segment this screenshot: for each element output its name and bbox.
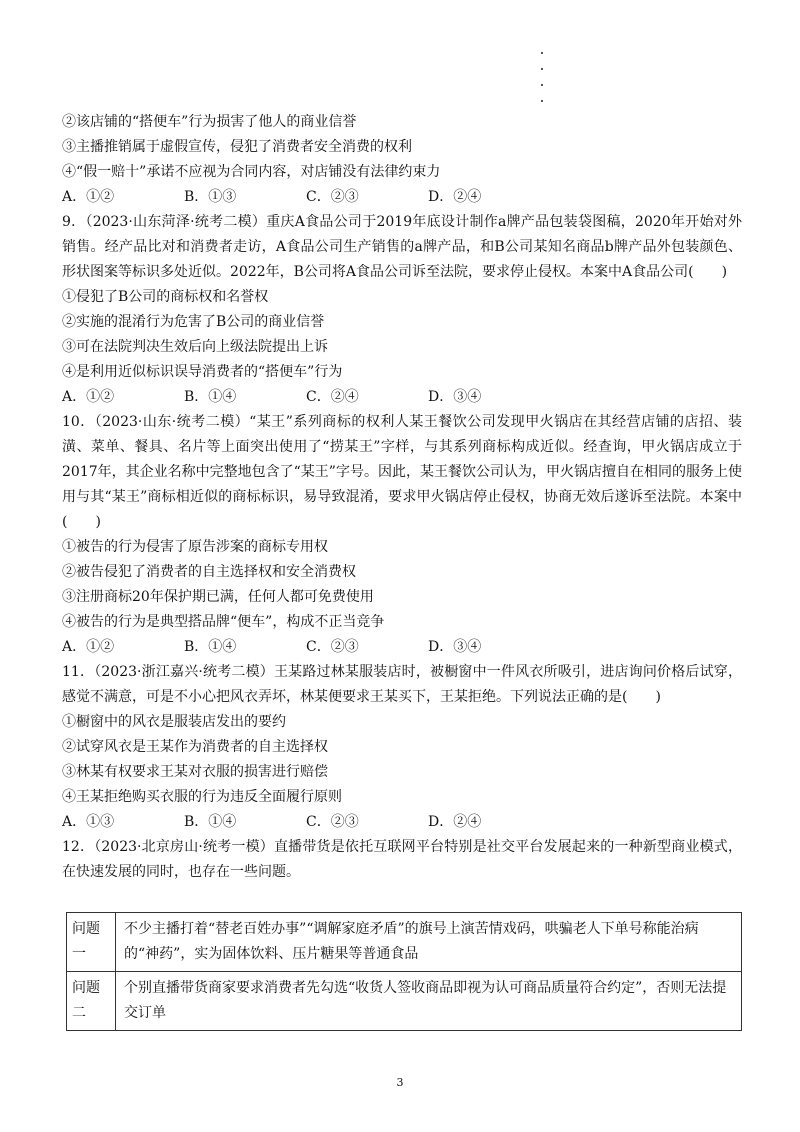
q11-item-4: ④王某拒绝购买衣服的行为违反全面履行原则 <box>62 789 342 805</box>
prev-item-3: ③主播推销属于虚假宣传，侵犯了消费者安全消费的权利 <box>62 139 412 155</box>
q10-item-3: ③注册商标20年保护期已满，任何人都可免费使用 <box>62 589 374 605</box>
option-b[interactable]: B．①④ <box>184 389 237 405</box>
option-d[interactable]: D．②④ <box>428 814 482 830</box>
prev-item-4: ④“假一赔十”承诺不应视为合同内容，对店铺没有法律约束力 <box>62 164 441 180</box>
q10-stem: 10．（2023·山东·统考二模）“某王”系列商标的权利人某王餐饮公司发现甲火锅店在其经营店铺的店招、装潢、菜单、餐具、名片等上面突出使用了“捞某王”字样，与其系列商标构成近似。经查询，甲火锅店成立于2017年，其企业名称中完整地包含了“某王”字号。因此，某王餐饮公司认为，甲火锅店擅自在相同的服务上使用与其“某王”商标相近似的商标标识，易导致混淆，要求甲火锅店停止侵权，协商无效后遂诉至法院。本案中( ) <box>62 414 742 530</box>
option-b[interactable]: B．①③ <box>184 189 237 205</box>
q9-item-3: ③可在法院判决生效后向上级法院提出上诉 <box>62 339 328 355</box>
prev-item-2: ②该店铺的“搭便车”行为损害了他人的商业信誉 <box>62 114 357 130</box>
option-d[interactable]: D．③④ <box>428 639 482 655</box>
option-c[interactable]: C．②④ <box>306 389 359 405</box>
question-content <box>62 110 742 885</box>
option-a[interactable]: A．①② <box>62 189 115 205</box>
problems-table <box>66 912 742 1031</box>
option-b[interactable]: B．①④ <box>184 639 237 655</box>
q9-stem: 9．（2023·山东菏泽·统考二模）重庆A食品公司于2019年底设计制作a牌产品包装袋图稿，2020年开始对外销售。经产品比对和消费者走访，A食品公司生产销售的a牌产品，和B公司某知名商品b牌产品外包装颜色、形状图案等标识多处近似。2022年，B公司将A食品公司诉至法院，要求停止侵权。本案中A食品公司( ) <box>62 214 742 280</box>
q10-item-4: ④被告的行为是典型搭品牌“便车”，构成不正当竞争 <box>62 614 385 630</box>
q11-item-3: ③林某有权要求王某对衣服的损害进行赔偿 <box>62 764 328 780</box>
q12-stem: 12．（2023·北京房山·统考一模）直播带货是依托互联网平台特别是社交平台发展起来的一种新型商业模式，在快速发展的同时，也存在一些问题。 <box>62 839 742 880</box>
scan-dots <box>541 52 547 116</box>
option-b[interactable]: B．①④ <box>184 814 237 830</box>
table-row <box>67 972 742 1031</box>
q9-options <box>62 385 742 410</box>
q11-options <box>62 810 742 835</box>
table-row <box>67 913 742 972</box>
q9-item-4: ④是利用近似标识误导消费者的“搭便车”行为 <box>62 364 343 380</box>
option-d[interactable]: D．③④ <box>428 389 482 405</box>
problem-content: 个别直播带货商家要求消费者先勾选“收货人签收商品即视为认可商品质量符合约定”，否则无法提交订单 <box>116 972 742 1031</box>
q10-item-2: ②被告侵犯了消费者的自主选择权和安全消费权 <box>62 564 356 580</box>
option-d[interactable]: D．②④ <box>428 189 482 205</box>
q11-item-1: ①橱窗中的风衣是服装店发出的要约 <box>62 714 286 730</box>
page-number: 3 <box>396 1076 404 1089</box>
problem-label: 问题一 <box>67 913 116 972</box>
problem-label: 问题二 <box>67 972 116 1031</box>
q9-item-2: ②实施的混淆行为危害了B公司的商业信誉 <box>62 314 325 330</box>
option-c[interactable]: C．②③ <box>306 639 359 655</box>
prev-options <box>62 185 742 210</box>
q11-stem: 11．（2023·浙江嘉兴·统考二模）王某路过林某服装店时，被橱窗中一件风衣所吸引，进店询问价格后试穿，感觉不满意，可是不小心把风衣弄坏，林某便要求王某买下，王某拒绝。下列说法正确的是( ) <box>62 664 742 705</box>
option-c[interactable]: C．②③ <box>306 189 359 205</box>
problem-content: 不少主播打着“替老百姓办事”“调解家庭矛盾”的旗号上演苦情戏码，哄骗老人下单号称能治病的“神药”，实为固体饮料、压片糖果等普通食品 <box>116 913 742 972</box>
option-a[interactable]: A．①② <box>62 389 115 405</box>
q10-item-1: ①被告的行为侵害了原告涉案的商标专用权 <box>62 539 328 555</box>
option-a[interactable]: A．①③ <box>62 814 115 830</box>
q11-item-2: ②试穿风衣是王某作为消费者的自主选择权 <box>62 739 328 755</box>
option-c[interactable]: C．②③ <box>306 814 359 830</box>
option-a[interactable]: A．①② <box>62 639 115 655</box>
q10-options <box>62 635 742 660</box>
q9-item-1: ①侵犯了B公司的商标权和名誉权 <box>62 289 269 305</box>
